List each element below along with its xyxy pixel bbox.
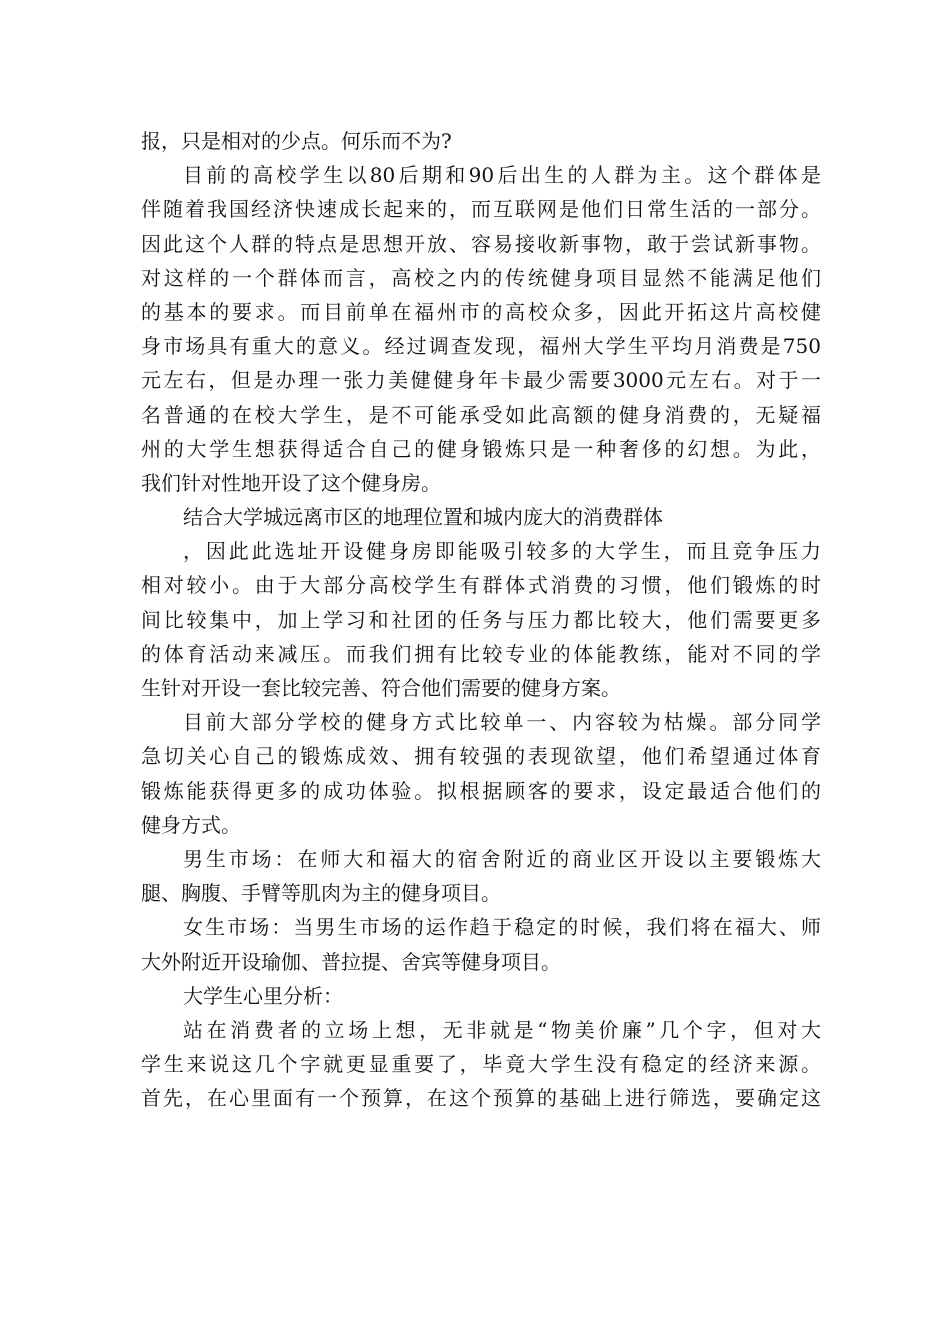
text-line: 学生来说这几个字就更显重要了，毕竟大学生没有稳定的经济来源。 [141, 1052, 821, 1077]
document-body [141, 124, 821, 1115]
text-line: 名普通的在校大学生，是不可能承受如此高额的健身消费的，无疑福 [141, 402, 821, 427]
text-line: 首先，在心里面有一个预算，在这个预算的基础上进行筛选，要确定这 [141, 1086, 821, 1111]
text-line: 的体育活动来减压。而我们拥有比较专业的体能教练，能对不同的学 [141, 641, 821, 666]
text-line: 报，只是相对的少点。何乐而不为? [141, 129, 452, 153]
text-line: 相对较小。由于大部分高校学生有群体式消费的习惯，他们锻炼的时 [141, 573, 821, 598]
text-line: 的基本的要求。而目前单在福州市的高校众多，因此开拓这片高校健 [141, 299, 821, 324]
text-line: 腿、胸腹、手臂等肌肉为主的健身项目。 [141, 881, 501, 906]
text-line: 锻炼能获得更多的成功体验。拟根据顾客的要求，设定最适合他们的 [141, 778, 821, 803]
text-line: 州的大学生想获得适合自己的健身锻炼只是一种奢侈的幻想。为此， [141, 436, 821, 461]
text-line: 元左右，但是办理一张力美健健身年卡最少需要3000元左右。对于一 [141, 368, 821, 393]
text-line: 结合大学城远离市区的地理位置和城内庞大的消费群体 [183, 505, 663, 530]
text-line: 对这样的一个群体而言，高校之内的传统健身项目显然不能满足他们 [141, 265, 821, 290]
text-line: 我们针对性地开设了这个健身房。 [141, 470, 441, 495]
text-line: ，因此此选址开设健身房即能吸引较多的大学生，而且竞争压力 [183, 539, 821, 564]
text-line: 目前的高校学生以80后期和90后出生的人群为主。这个群体是 [183, 163, 821, 188]
text-line: 站在消费者的立场上想，无非就是“物美价廉”几个字，但对大 [183, 1017, 821, 1042]
text-line: 大外附近开设瑜伽、普拉提、舍宾等健身项目。 [141, 949, 561, 974]
text-line: 生针对开设一套比较完善、符合他们需要的健身方案。 [141, 676, 621, 700]
text-line: 男生市场：在师大和福大的宿舍附近的商业区开设以主要锻炼大 [183, 846, 821, 871]
text-line: 身市场具有重大的意义。经过调查发现，福州大学生平均月消费是750 [141, 334, 821, 359]
text-line: 目前大部分学校的健身方式比较单一、内容较为枯燥。部分同学 [183, 710, 821, 735]
text-line: 健身方式。 [141, 812, 241, 837]
text-line: 因此这个人群的特点是思想开放、容易接收新事物，敢于尝试新事物。 [141, 231, 821, 256]
text-line: 女生市场：当男生市场的运作趋于稳定的时候，我们将在福大、师 [183, 915, 821, 940]
text-line: 急切关心自己的锻炼成效、拥有较强的表现欲望，他们希望通过体育 [141, 744, 821, 769]
text-line: 大学生心里分析： [183, 983, 343, 1008]
text-line: 间比较集中，加上学习和社团的任务与压力都比较大，他们需要更多 [141, 607, 821, 632]
text-line: 伴随着我国经济快速成长起来的，而互联网是他们日常生活的一部分。 [141, 197, 821, 222]
